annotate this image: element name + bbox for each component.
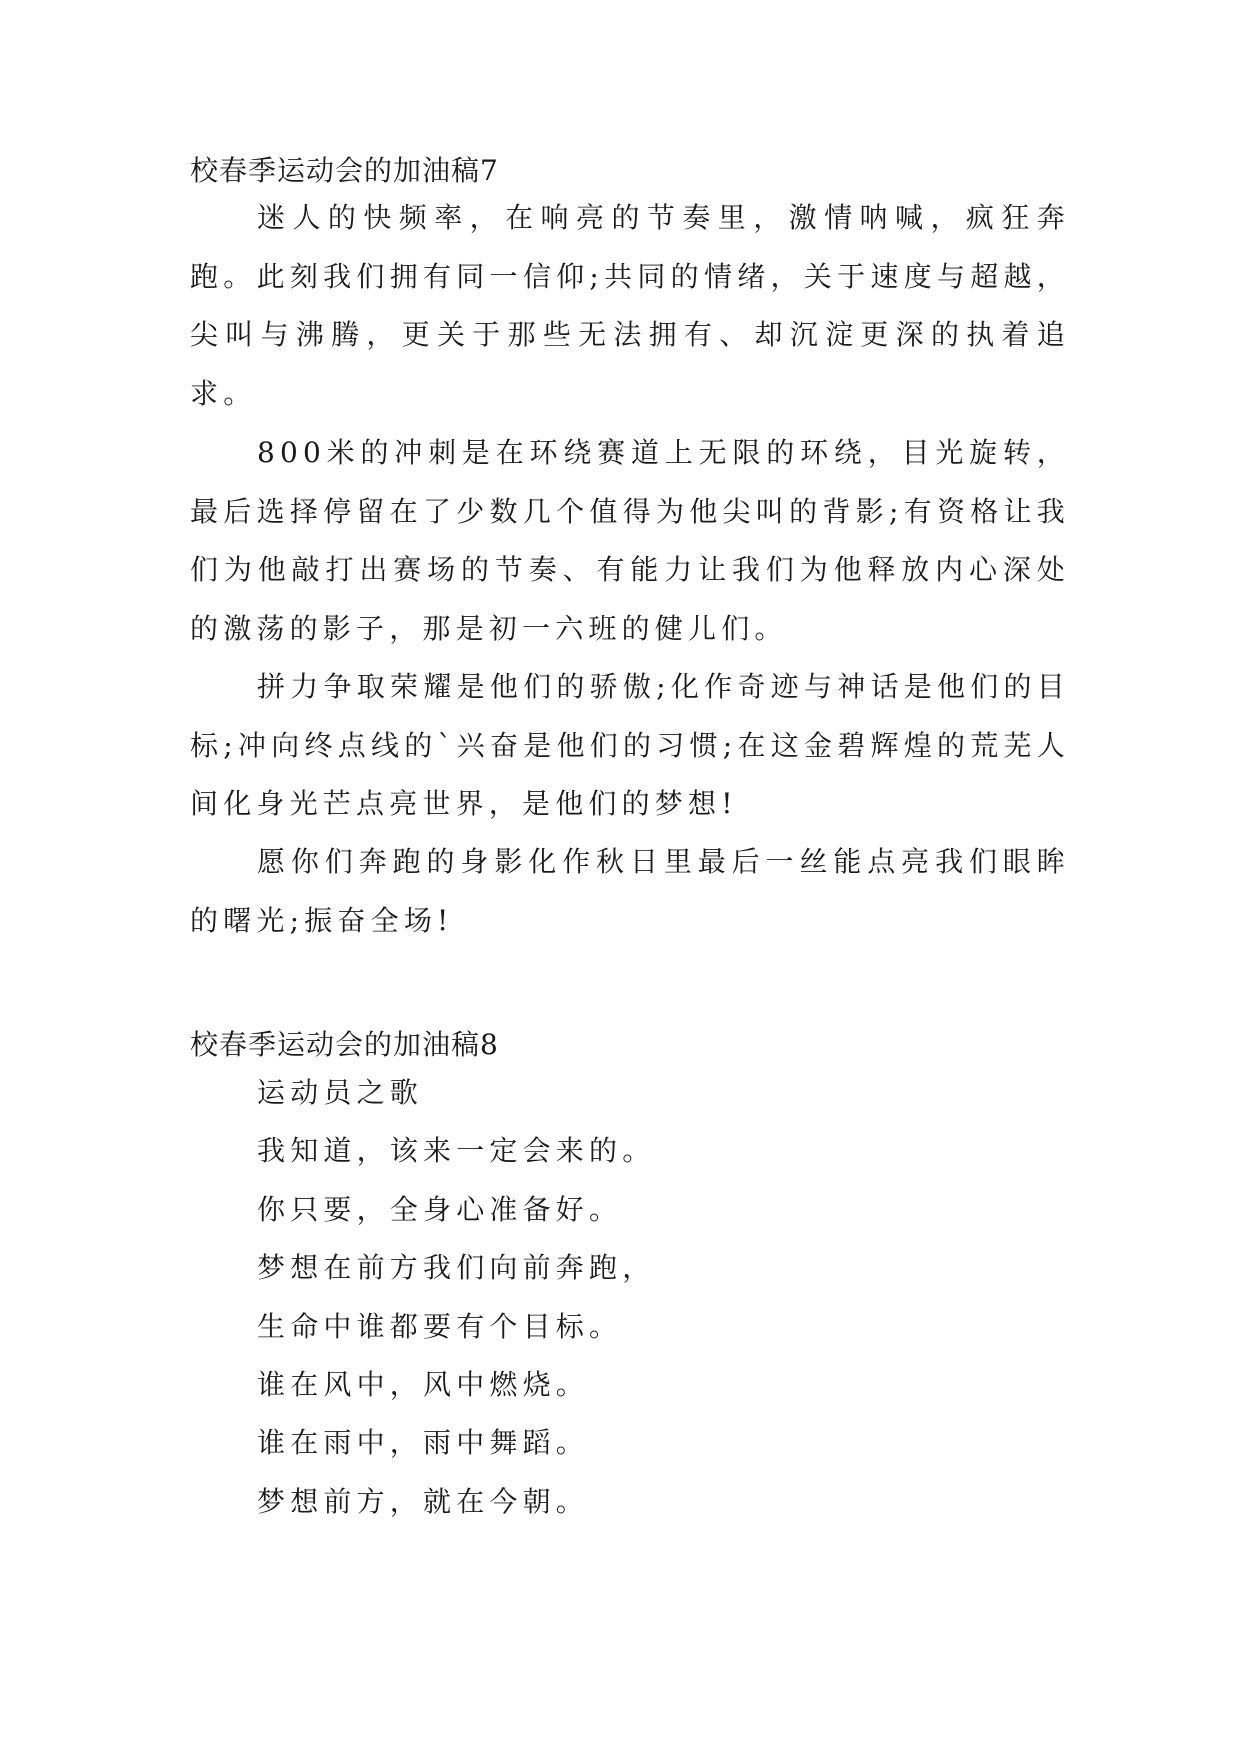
paragraph-1: 迷人的快频率，在响亮的节奏里，激情呐喊，疯狂奔跑。此刻我们拥有同一信仰;共同的情绪，关于速度与超越，尖叫与沸腾，更关于那些无法拥有、却沉淀更深的执着追求。: [190, 201, 1070, 410]
poem-line: 你只要，全身心准备好。: [257, 1192, 623, 1226]
paragraph-3: 拼力争取荣耀是他们的骄傲;化作奇迹与神话是他们的目标;冲向终点线的`兴奋是他们的习惯;在这金碧辉煌的荒芜人间化身光芒点亮世界，是他们的梦想!: [190, 670, 1070, 820]
paragraph-2: 800米的冲刺是在环绕赛道上无限的环绕，目光旋转，最后选择停留在了少数几个值得为他尖叫的背影;有资格让我们为他敲打出赛场的节奏、有能力让我们为他释放内心深处的激荡的影子，那是初一六班的健儿们。: [190, 436, 1070, 645]
poem-line: 谁在风中，风中燃烧。: [257, 1367, 590, 1401]
poem-line: 梦想前方，就在今朝。: [257, 1484, 590, 1518]
section-heading-8: 校春季运动会的加油稿8: [190, 1028, 499, 1061]
poem-line: 谁在雨中，雨中舞蹈。: [257, 1426, 590, 1460]
poem-line: 我知道，该来一定会来的。: [257, 1134, 656, 1168]
paragraph-4: 愿你们奔跑的身影化作秋日里最后一丝能点亮我们眼眸的曙光;振奋全场!: [190, 845, 1070, 937]
section-heading-7: 校春季运动会的加油稿7: [190, 154, 499, 187]
poem-title: 运动员之歌: [257, 1076, 424, 1109]
poem-line: 生命中谁都要有个目标。: [257, 1309, 623, 1343]
poem: [257, 1064, 655, 1531]
poem-line: 梦想在前方我们向前奔跑，: [257, 1251, 656, 1285]
